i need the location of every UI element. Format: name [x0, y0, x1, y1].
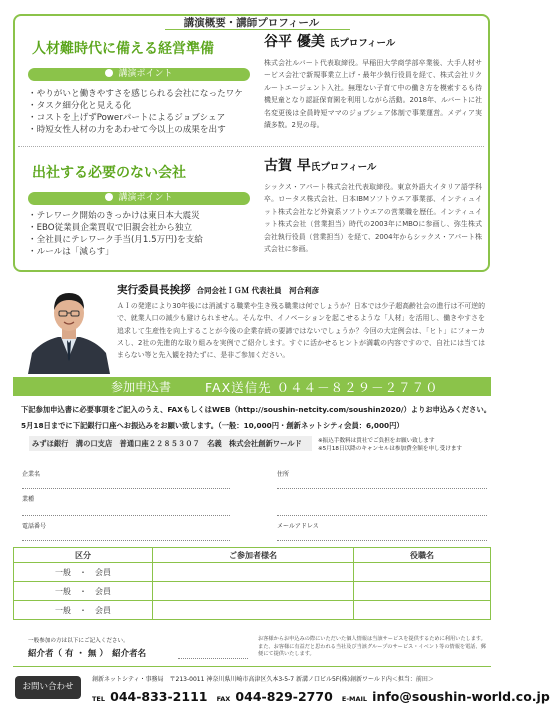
session1-points [28, 88, 243, 136]
apply-deadline: 5月18日までに下記銀行口座へお振込みをお願い致します。（一般：10,000円・創新ネットシティ会員：6,000円） [21, 421, 404, 430]
apply-banner-label: 参加申込書 [111, 380, 172, 394]
panel-divider [18, 146, 484, 147]
session1-point-label: 講演ポイント [118, 69, 173, 79]
speaker1-name-text: 谷平 優美 [264, 34, 325, 50]
col-position: 役職名 [354, 548, 491, 563]
speaker1-name [264, 31, 395, 51]
session2-point-pill [28, 192, 250, 205]
position-cell[interactable] [354, 582, 491, 601]
chairman-photo [28, 283, 110, 374]
list-item: ・時短女性人材の力をあわせて今以上の成果を出す [28, 125, 226, 135]
col-category: 区分 [14, 548, 153, 563]
address-field[interactable] [277, 488, 487, 489]
speaker2-suffix: 氏プロフィール [310, 162, 377, 173]
speaker2-name-text: 古賀 早 [264, 158, 311, 174]
position-cell[interactable] [354, 563, 491, 582]
position-cell[interactable] [354, 601, 491, 620]
category-cell[interactable]: 一般 ・ 会員 [14, 601, 153, 620]
list-item: ・タスク細分化と見える化 [28, 101, 132, 111]
address-label: 住所 [277, 471, 290, 478]
table-row [14, 563, 491, 582]
session2-title: 出社する必要のない会社 [32, 165, 186, 181]
table-header-row [14, 548, 491, 563]
category-cell[interactable]: 一般 ・ 会員 [14, 563, 153, 582]
chairman-org: 合同会社ＩＧＭ 代表社員 河合利彦 [196, 286, 320, 295]
participant-cell[interactable] [153, 582, 354, 601]
contact-button[interactable]: お問い合わせ [15, 676, 81, 699]
list-item: ・ルールは「減らす」 [28, 247, 114, 257]
participant-table [13, 547, 491, 620]
industry-field[interactable] [22, 515, 230, 516]
chairman-title [117, 282, 319, 297]
email-field[interactable] [277, 540, 487, 541]
tel-number[interactable]: 044-833-2111 [110, 689, 208, 704]
company-label: 企業名 [22, 471, 41, 478]
session1-title: 人材難時代に備える経営準備 [32, 41, 214, 57]
tel-label: TEL [92, 695, 106, 703]
address-field-line2[interactable] [277, 515, 487, 516]
list-item: ・やりがいと働きやすさを感じられる会社になったワケ [28, 89, 243, 99]
phone-label: 電話番号 [22, 523, 47, 530]
cancel-note: ※5月18日以降のキャンセルは参加費全額を申し受けます [318, 446, 463, 452]
email-label: メールアドレス [277, 523, 319, 530]
participant-cell[interactable] [153, 563, 354, 582]
lightbulb-icon [105, 69, 113, 77]
category-cell[interactable]: 一般 ・ 会員 [14, 582, 153, 601]
email-address[interactable]: info@soushin-world.co.jp [372, 689, 550, 704]
session2-point-label: 講演ポイント [118, 193, 173, 203]
apply-banner [13, 377, 491, 396]
contact-numbers [92, 686, 550, 705]
list-item: ・コストを上げずPowerパートによるジョブシェア [28, 113, 226, 123]
speaker2-name [264, 155, 376, 175]
speaker1-profile: 株式会社ルバート代表取締役。早稲田大学商学部卒業後、大手人材サービス会社で新規事業立上げ・最年少執行役員を経て、株式会社リクルートエージェント入社。無理ない子育て中の働き方を模索するも待機児童となり認証保育園を利用しながら活動。2018年、ルバートに社名変更後は全員時短ママのジョブシェア体制で事業運営。メディア実績多数。2児の母。 [264, 59, 482, 130]
list-item: ・テレワーク開始のきっかけは東日本大震災 [28, 211, 200, 221]
col-participant: ご参加者様名 [153, 548, 354, 563]
introducer-field[interactable]: 紹介者（ 有 ・ 無 ） 紹介者名 [28, 649, 147, 659]
panel-title-underline [165, 29, 350, 30]
fax-label: FAX [216, 695, 231, 703]
email-label-footer: E-MAIL [341, 695, 368, 703]
session2-points [28, 210, 203, 258]
apply-instructions: 下記参加申込書に必要事項をご記入のうえ、FAXもしくはWEB（http://soushin-netcity.com/soushin2020/）よりお申込みください。 [21, 405, 492, 414]
speaker2-profile: シックス・アパート株式会社代表取締役。東京外語大イタリア語学科卒。ロータス株式会社、日本IBMソフトウエア事業部、インティュイット株式会社など外資系ソフトウエアの営業職を歴任。インティュイット株式会社（営業担当）時代の2003年にMBOに参画し、弥生株式会社執行役員（営業担当）を経て、2004年からシックス・アパート株式会社に参画。 [264, 183, 482, 254]
speaker1-suffix: 氏プロフィール [329, 38, 396, 49]
industry-label: 業種 [22, 496, 35, 503]
list-item: ・EBO従業員企業買収で旧親会社から独立 [28, 223, 193, 233]
footer-divider [13, 666, 491, 667]
fax-number[interactable]: 044-829-2770 [235, 689, 333, 704]
company-field[interactable] [22, 488, 230, 489]
phone-field[interactable] [22, 540, 230, 541]
chairman-body: ＡＩの発達により30年後には消滅する職業や生き残る職業は何でしょうか？日本では少子超高齢社会の進行は不可逆的で、就業人口の減少も避けられません。そんな中、イノベーションを起こせるような「人材」を活用し、働きやすさを追求して生産性を向上することが今後の企業存続の要諦ではないでしょうか？今回の大定例会は、「ヒト」にフォーカスし、2社の先進的な取り組みを実例でご紹介します。すぐに活かせるヒントが満載の内容ですので、自社には当てはまらない等と先入観を持たずに、是非ご参加ください。 [117, 302, 485, 360]
fee-note: ※振込手数料は貴社でご負担をお願い致します [318, 438, 435, 444]
general-intro-note: 一般参加の方は以下にご記入ください。 [28, 638, 129, 644]
bank-account-box: みずほ銀行 溝の口支店 普通口座２２８５３０７ 名義 株式会社創新ワールド [29, 436, 312, 451]
office-line: 創新ネットシティ・事務局 〒213-0011 神奈川県川崎市高津区久本3-5-7 新溝ノ口ビル5F(株)創新ワールド内＜担当：前田＞ [92, 676, 434, 683]
table-row [14, 582, 491, 601]
privacy-note: お客様からお申込みの際にいただいた個人情報は当該サービスを提供するために利用いたします。また、お客様に有益だと思われる当社及び当該グループのサービス・イベント等の情報を電話、郵便にて提供いたします。 [258, 636, 486, 657]
introducer-name-line[interactable] [178, 658, 248, 659]
chairman-title-text: 実行委員長挨拶 [117, 284, 191, 296]
lightbulb-icon [105, 193, 113, 201]
participant-cell[interactable] [153, 601, 354, 620]
table-row [14, 601, 491, 620]
list-item: ・全社員にテレワーク手当(月1.5万円)を支給 [28, 235, 203, 245]
apply-fax-number: FAX送信先 ０４４－８２９－２７７０ [205, 380, 439, 395]
panel-title: 講演概要・講師プロフィール [183, 17, 320, 29]
session1-point-pill [28, 68, 250, 81]
